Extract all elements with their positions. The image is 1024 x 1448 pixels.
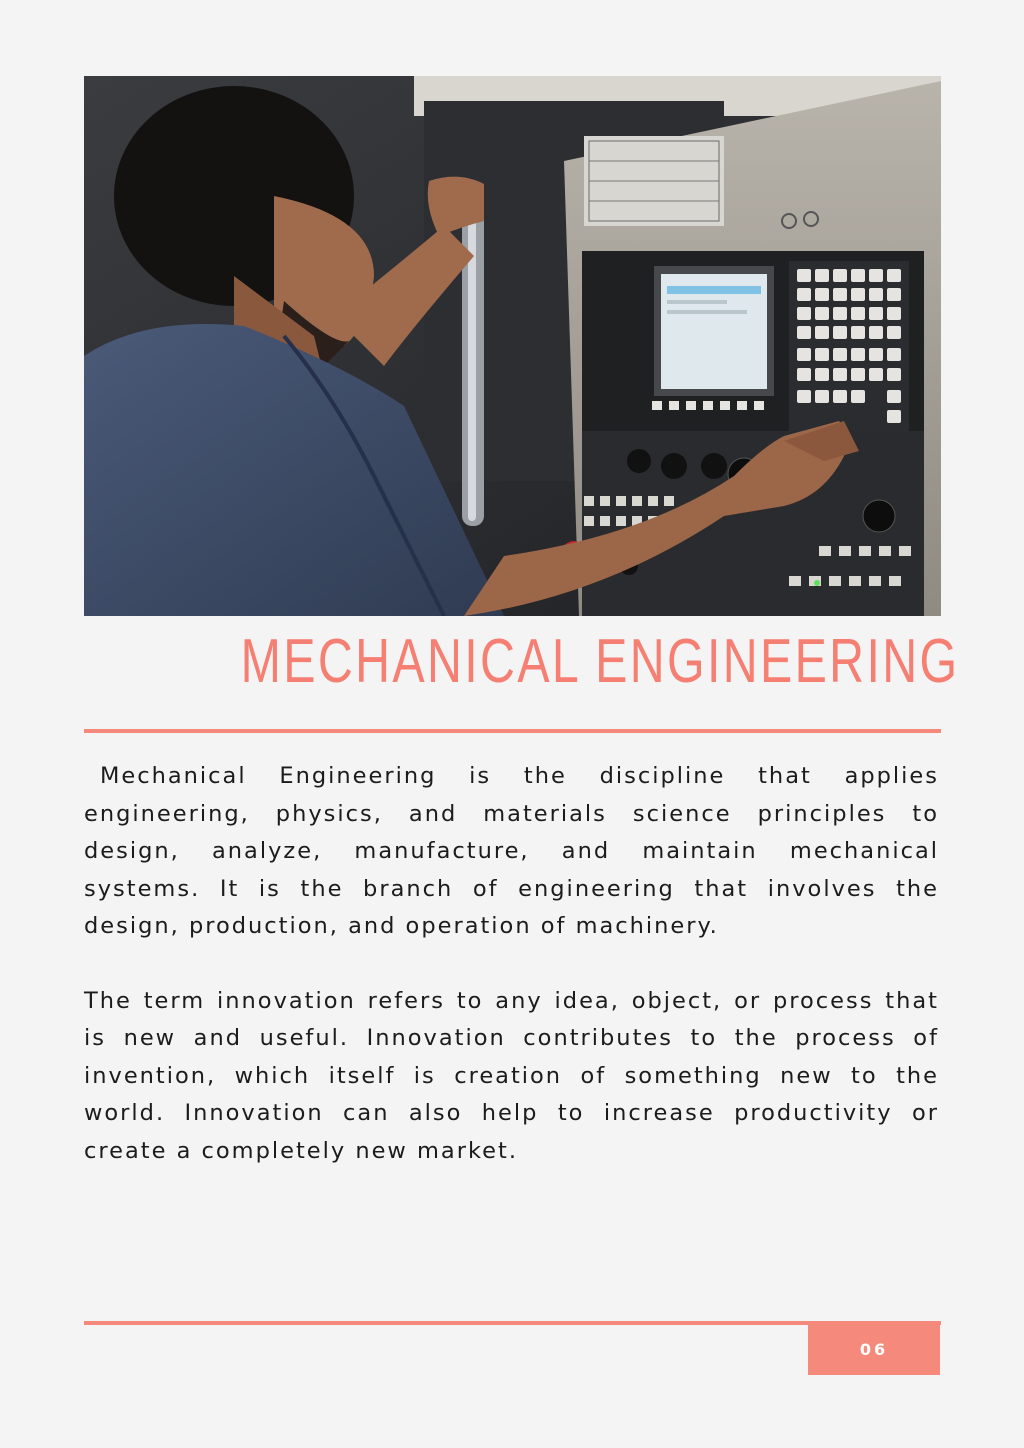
page-number: 06 <box>808 1323 940 1375</box>
body-text <box>84 758 939 1207</box>
cover-photo <box>84 76 941 616</box>
paragraph-intro: Mechanical Engineering is the discipline that applies engineering, physics, and materials science principles to design, analyze, manufacture, and maintain mechanical systems. It is the branch of engineering that involves the design, production, and operation of machinery. <box>84 763 939 939</box>
paragraph-innovation: The term innovation refers to any idea, object, or process that is new and useful. Innovation contributes to the process of invention, which itself is creation of something new to the world. Innovation can also help to increase productivity or create a completely new market. <box>84 987 939 1164</box>
page-title: MECHANICAL ENGINEERING <box>240 627 960 696</box>
title-divider <box>84 729 941 733</box>
machinist-cnc-image <box>84 76 941 616</box>
